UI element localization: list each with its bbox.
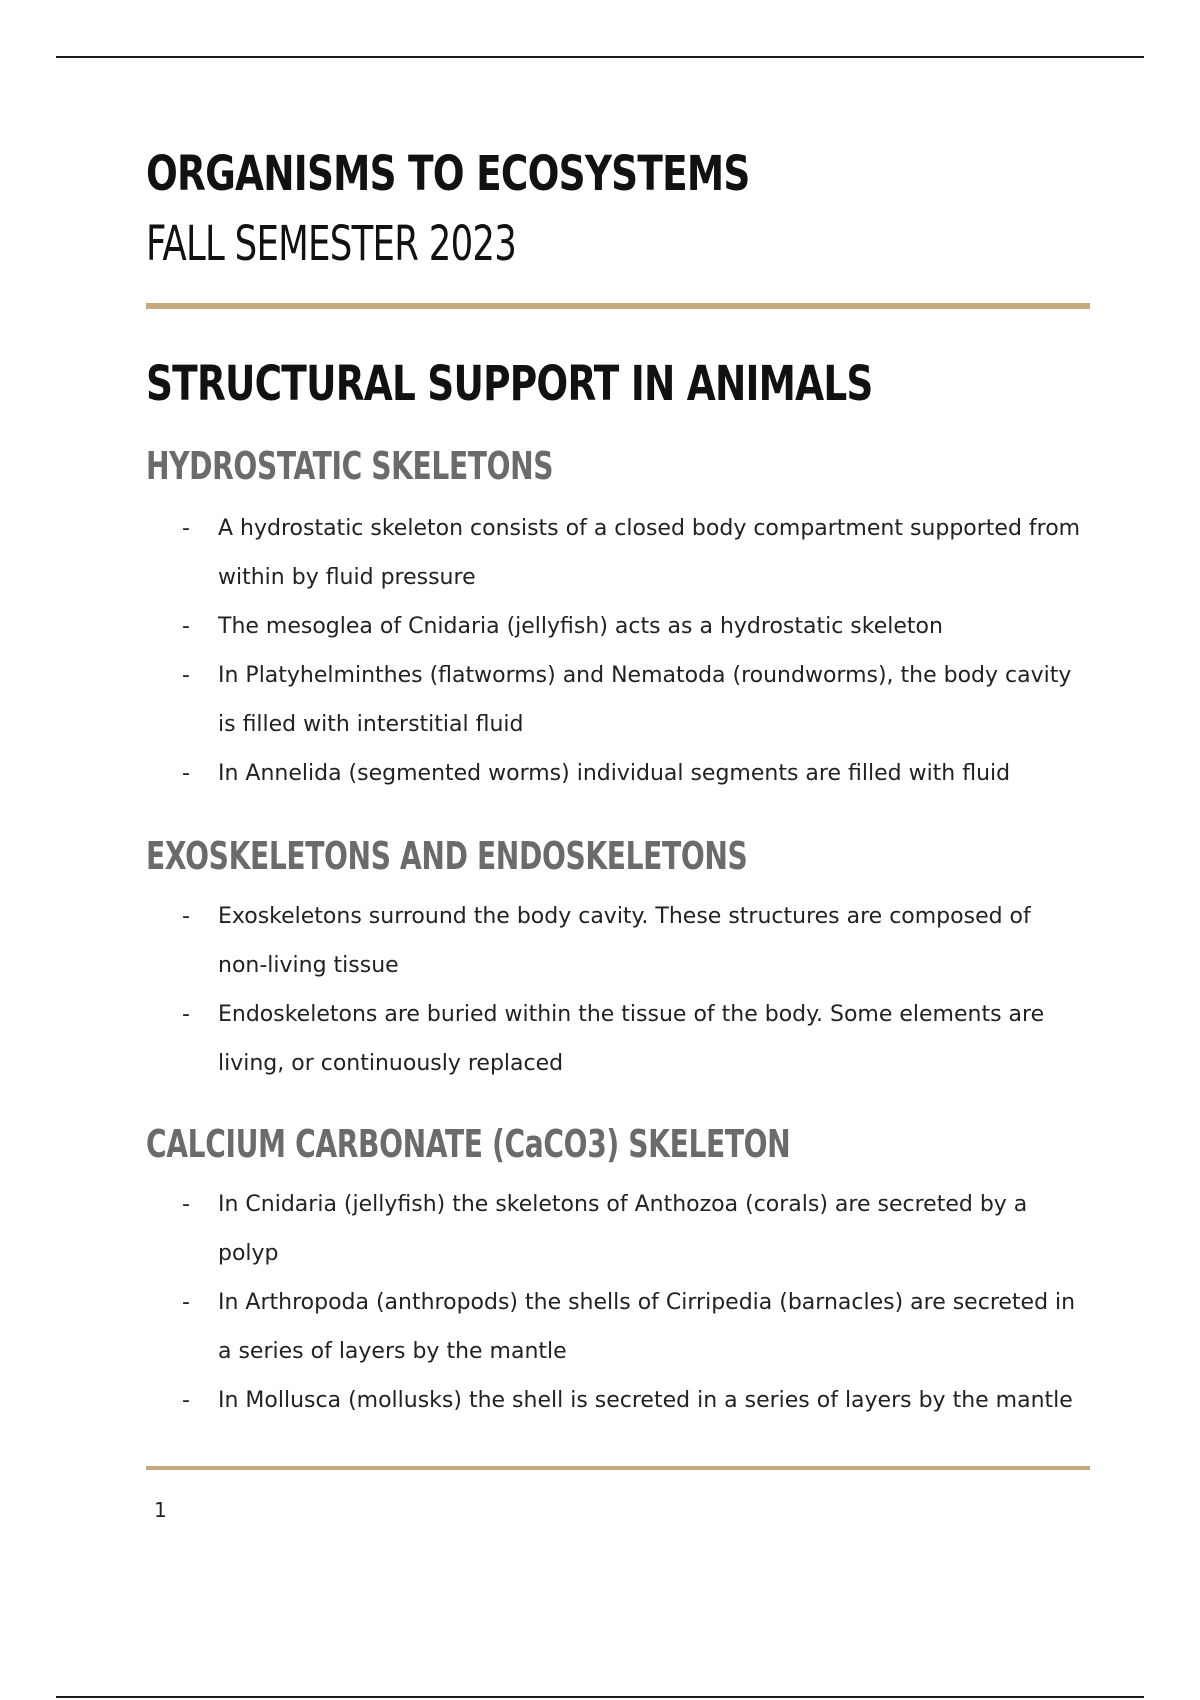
- list-item-text: In Platyhelminthes (flatworms) and Nematoda (roundworms), the body cavity is filled with interstitial fluid: [218, 663, 1072, 737]
- list-item: [146, 602, 1086, 651]
- list-item: [146, 892, 1066, 990]
- subsection-heading-calcium: CALCIUM CARBONATE (CaCO3) SKELETON: [146, 1122, 791, 1166]
- list-item: [146, 1376, 1086, 1425]
- bullet-dash: -: [182, 1002, 190, 1027]
- list-item-text: In Cnidaria (jellyfish) the skeletons of Anthozoa (corals) are secreted by a polyp: [218, 1192, 1028, 1266]
- list-item: [146, 749, 1086, 798]
- list-item: [146, 990, 1066, 1088]
- bullet-list-calcium: [146, 1180, 1086, 1425]
- bullet-dash: -: [182, 1290, 190, 1315]
- page-number: 1: [154, 1498, 167, 1522]
- list-item-text: A hydrostatic skeleton consists of a closed body compartment supported from within by fluid pressure: [218, 516, 1081, 590]
- header-divider: [146, 303, 1090, 309]
- list-item: [146, 1278, 1086, 1376]
- list-item-text: Exoskeletons surround the body cavity. These structures are composed of non-living tissue: [218, 904, 1031, 978]
- list-item-text: In Arthropoda (anthropods) the shells of Cirripedia (barnacles) are secreted in a series of layers by the mantle: [218, 1290, 1076, 1364]
- list-item-text: In Annelida (segmented worms) individual segments are filled with fluid: [218, 761, 1011, 786]
- bullet-dash: -: [182, 1192, 190, 1217]
- bullet-dash: -: [182, 614, 190, 639]
- subsection-heading-hydrostatic: HYDROSTATIC SKELETONS: [146, 444, 554, 488]
- bullet-dash: -: [182, 904, 190, 929]
- bullet-dash: -: [182, 1388, 190, 1413]
- footer-divider: [146, 1466, 1090, 1470]
- bullet-dash: -: [182, 663, 190, 688]
- list-item-text: In Mollusca (mollusks) the shell is secreted in a series of layers by the mantle: [218, 1388, 1073, 1413]
- list-item-text: Endoskeletons are buried within the tissue of the body. Some elements are living, or continuously replaced: [218, 1002, 1045, 1076]
- list-item: [146, 1180, 1086, 1278]
- document-title: ORGANISMS TO ECOSYSTEMS: [146, 146, 750, 202]
- list-item: [146, 504, 1086, 602]
- bullet-dash: -: [182, 516, 190, 541]
- top-border-line: [56, 56, 1144, 58]
- list-item-text: The mesoglea of Cnidaria (jellyfish) acts as a hydrostatic skeleton: [218, 614, 943, 639]
- bullet-list-exo-endo: [146, 892, 1066, 1088]
- bullet-dash: -: [182, 761, 190, 786]
- list-item: [146, 651, 1086, 749]
- bottom-border-line: [56, 1696, 1144, 1698]
- subsection-heading-exo-endo: EXOSKELETONS AND ENDOSKELETONS: [146, 834, 748, 878]
- document-subtitle: FALL SEMESTER 2023: [146, 216, 517, 272]
- section-title: STRUCTURAL SUPPORT IN ANIMALS: [146, 356, 873, 412]
- bullet-list-hydrostatic: [146, 504, 1086, 798]
